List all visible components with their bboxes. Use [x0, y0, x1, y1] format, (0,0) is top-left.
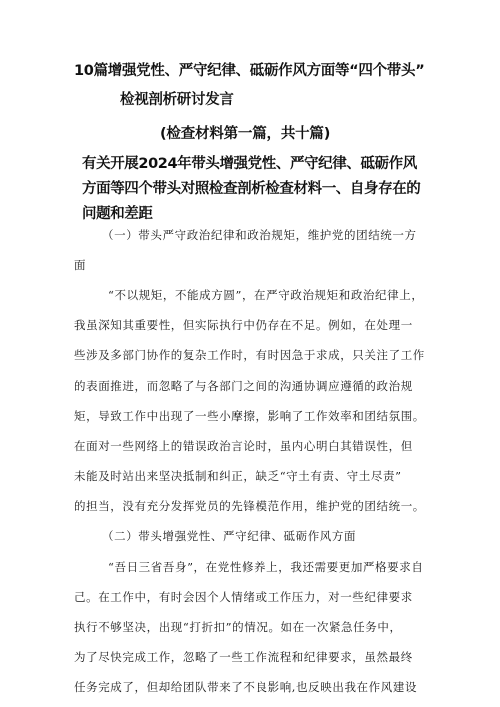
- body-line: （一）带头严守政治纪律和政治规矩，维护党的团结统一方: [102, 228, 417, 242]
- body-line: 为了尽快完成工作，忽略了一些工作流程和纪律要求，虽然最终: [74, 650, 413, 664]
- body-line: “吾日三省吾身”，在党性修养上，我还需要更加严格要求自: [108, 560, 424, 574]
- title-line-1: 10篇增强党性、严守纪律、砥砺作风方面等“四个带头”: [74, 63, 425, 79]
- body-line: 矩，导致工作中出现了一些小摩擦，影响了工作效率和团结氛围。: [74, 409, 425, 423]
- heading-line-3: 问题和差距: [82, 206, 153, 222]
- body-line: 未能及时站出来坚决抵制和纠正，缺乏“守土有责、守土尽责”: [74, 469, 402, 483]
- body-line: 面: [74, 258, 87, 272]
- body-line: 执行不够坚决，出现“打折扣”的情况。如在一次紧急任务中，: [74, 620, 402, 634]
- body-line: 的表面推进，而忽略了与各部门之间的沟通协调应遵循的政治规: [74, 379, 413, 393]
- heading-line-2: 方面等四个带头对照检查剖析检查材料一、自身存在的: [82, 181, 421, 197]
- body-line: （二）带头增强党性、严守纪律、砥砺作风方面: [102, 529, 357, 543]
- body-line: 任务完成了，但却给团队带来了不良影响,也反映出我在作风建设: [74, 680, 418, 694]
- title-line-2: 检视剖析研讨发言: [120, 92, 234, 108]
- body-line: “不以规矩，不能成方圆”，在严守政治规矩和政治纪律上，: [108, 288, 424, 302]
- body-line: 些涉及多部门协作的复杂工作时，有时因急于求成，只关注了工作: [74, 348, 425, 362]
- subtitle: (检查材料第一篇，共十篇): [160, 126, 331, 142]
- body-line: 的担当，没有充分发挥党员的先锋模范作用，维护党的团结统一。: [74, 499, 425, 513]
- body-line: 己。在工作中，有时会因个人情绪或工作压力，对一些纪律要求: [74, 590, 413, 604]
- body-line: 在面对一些网络上的错误政治言论时，虽内心明白其错误性，但: [74, 439, 413, 453]
- heading-line-1: 有关开展2024年带头增强党性、严守纪律、砥砺作风: [82, 156, 417, 172]
- body-line: 我虽深知其重要性，但实际执行中仍存在不足。例如，在处理一: [74, 318, 413, 332]
- heading: [82, 152, 462, 227]
